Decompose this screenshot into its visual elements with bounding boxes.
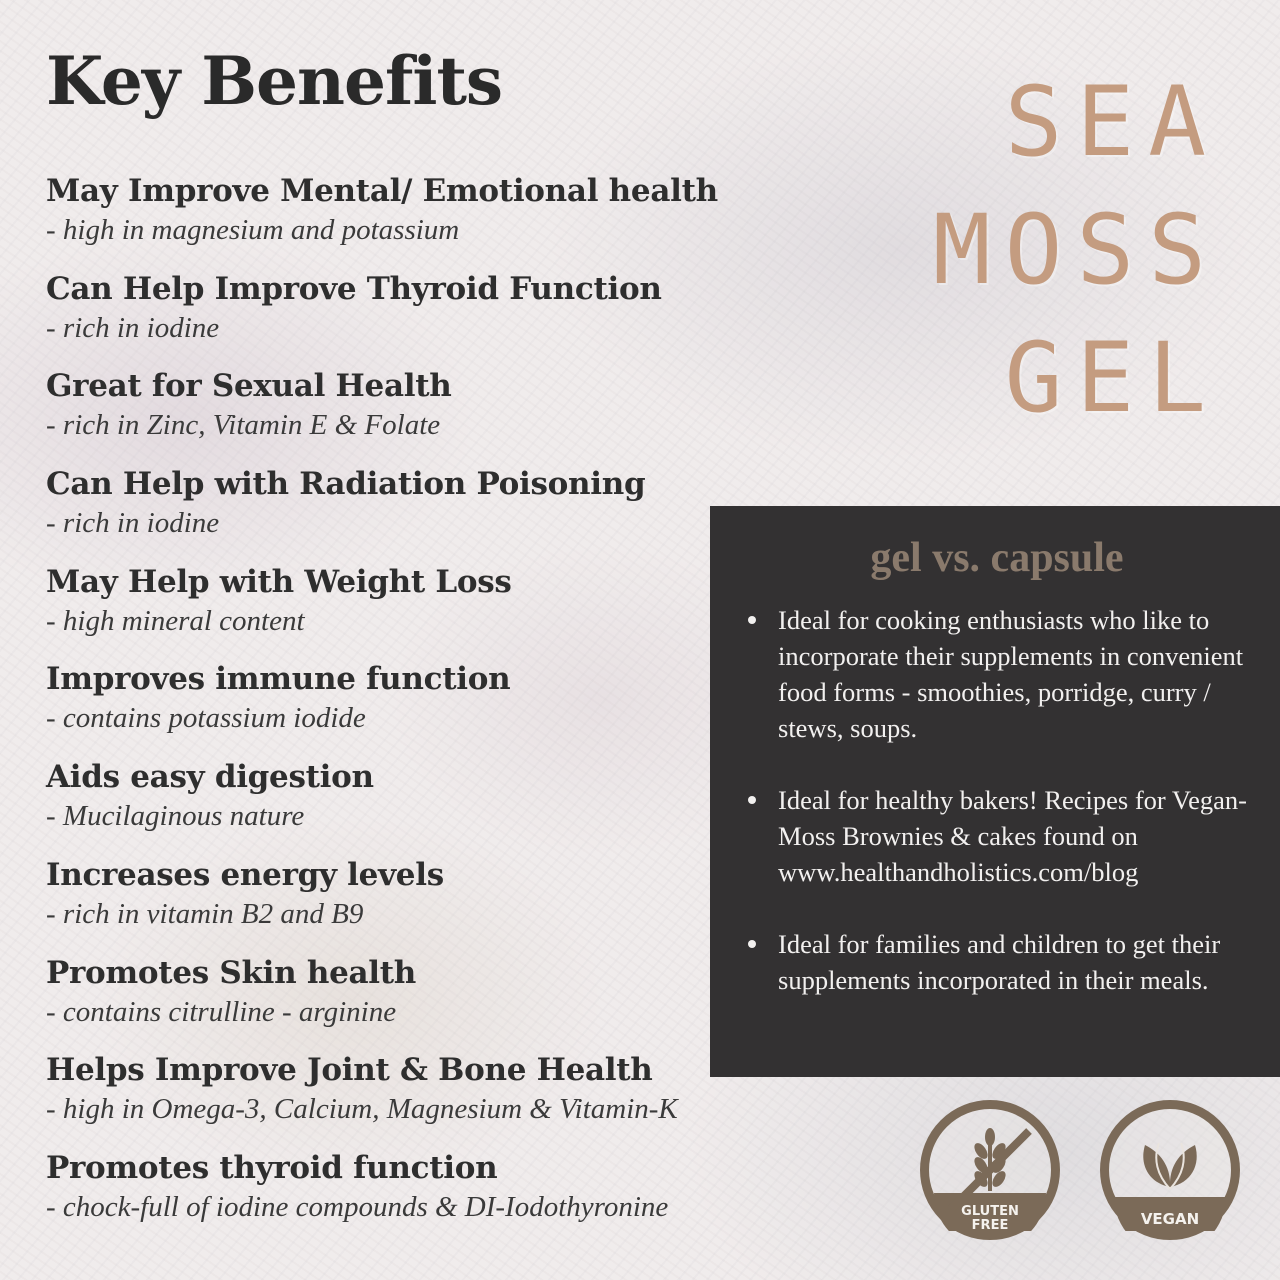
benefit-description: - high in Omega-3, Calcium, Magnesium & Vitamin-K [46, 1093, 678, 1126]
benefit-description: - high mineral content [46, 604, 305, 637]
benefit-description: - chock-full of iodine compounds & DI-Iodothyronine [46, 1190, 669, 1223]
vegan-label: VEGAN [1140, 1210, 1200, 1228]
benefit-title: Great for Sexual Health [46, 368, 452, 405]
page-title: Key Benefits [46, 42, 503, 120]
benefit-title: Can Help with Radiation Poisoning [46, 466, 646, 503]
benefit-title: Helps Improve Joint & Bone Health [46, 1052, 653, 1089]
comparison-list [744, 602, 1250, 998]
benefit-title: Improves immune function [46, 661, 511, 698]
comparison-item: Ideal for families and children to get their supplements incorporated in their meals. [744, 926, 1250, 998]
brand-line-moss: MOSS [932, 194, 1220, 306]
gluten-label-line2: FREE [971, 1218, 1009, 1233]
benefit-title: May Improve Mental/ Emotional health [46, 173, 718, 209]
comparison-panel [710, 506, 1280, 1077]
gluten-label-line1: GLUTEN [961, 1204, 1019, 1219]
benefit-item [46, 365, 866, 463]
benefit-description: - contains citrulline - arginine [46, 995, 397, 1028]
benefit-title: Promotes Skin health [46, 954, 417, 991]
benefit-title: May Help with Weight Loss [46, 563, 512, 600]
comparison-title: gel vs. capsule [870, 535, 1124, 581]
benefit-item [46, 170, 866, 268]
comparison-item: Ideal for healthy bakers! Recipes for Vegan-Moss Brownies & cakes found on www.healthandholistics.com/blog [744, 782, 1250, 890]
benefit-description: - rich in iodine [46, 507, 220, 540]
benefit-title: Can Help Improve Thyroid Function [46, 270, 662, 307]
brand-line-gel: GEL [1004, 322, 1220, 434]
vegan-badge [1100, 1100, 1240, 1240]
benefit-description: - contains potassium iodide [46, 702, 366, 735]
benefit-item [46, 268, 866, 366]
brand-title [800, 58, 1220, 442]
benefit-item [46, 1147, 866, 1245]
benefit-title: Aids easy digestion [46, 759, 374, 796]
benefit-title: Promotes thyroid function [46, 1149, 498, 1186]
benefit-description: - rich in Zinc, Vitamin E & Folate [46, 409, 441, 442]
gluten-free-badge [920, 1100, 1060, 1240]
benefit-description: - Mucilaginous nature [46, 800, 305, 833]
brand-line-sea: SEA [1004, 66, 1220, 178]
benefit-description: - rich in vitamin B2 and B9 [46, 897, 364, 930]
benefit-title: Increases energy levels [46, 856, 444, 893]
benefit-description: - rich in iodine [46, 311, 220, 344]
gluten-free-label [929, 1205, 1051, 1233]
benefit-description: - high in magnesium and potassium [46, 214, 460, 246]
comparison-item: Ideal for cooking enthusiasts who like to incorporate their supplements in convenient food forms - smoothies, porridge, curry / stews, soups. [744, 602, 1250, 746]
